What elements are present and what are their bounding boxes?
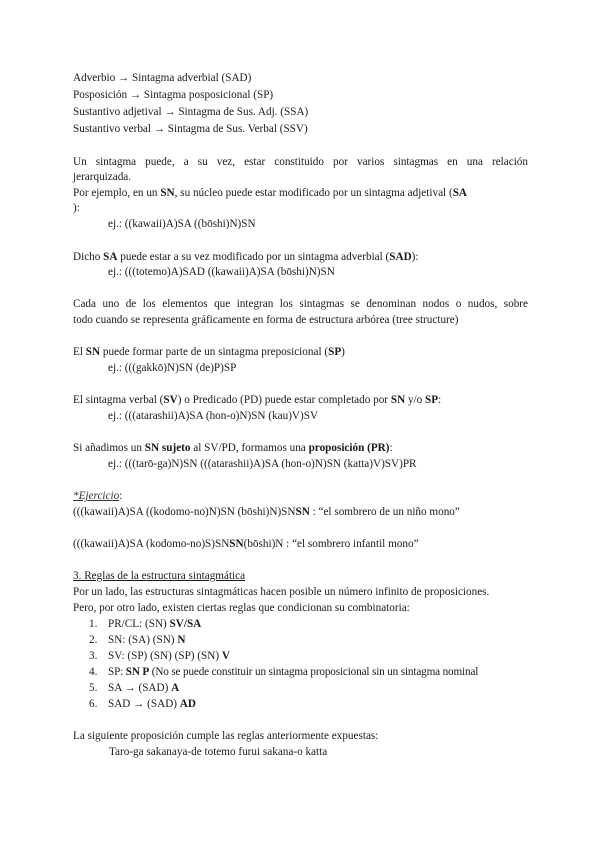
mapping-line-sust-adjetival: Sustantivo adjetival → Sintagma de Sus. Adj. (SSA) (73, 106, 309, 118)
bold-term: SN (390, 394, 406, 406)
bold-term: SP (328, 346, 342, 358)
para5-line (73, 393, 441, 407)
rule-text (108, 681, 179, 695)
text-run: ) (341, 346, 345, 358)
text-run: ): (411, 251, 419, 263)
text-run: Si añadimos un (73, 442, 145, 454)
rule-text (108, 649, 230, 663)
text-run: : (119, 490, 123, 502)
exercise-line1 (73, 505, 460, 519)
bold-term: SN (295, 506, 310, 518)
para5-example: ej.: (((atarashii)A)SA (hon-o)N)SN (kau)V)SV (108, 410, 319, 422)
text-run: Por ejemplo, en un (73, 187, 161, 199)
text-run: (No se puede constituir un sintagma proposicional sin un sintagma nominal (149, 666, 479, 678)
bold-term: SAD (389, 251, 412, 263)
bold-term: SN P (125, 666, 150, 678)
text-run: (((kawaii)A)SA ((kodomo-no)N)SN (bōshi)N)SN (73, 506, 296, 518)
text-run: SN: (SA) (SN) (108, 634, 178, 646)
bold-term: SP (425, 394, 439, 406)
text-run: SV: (SP) (SN) (SP) (SN) (108, 650, 222, 662)
mapping-line-adverbio: Adverbio → Sintagma adverbial (SAD) (73, 72, 252, 84)
bold-term: A (171, 682, 180, 694)
text-run: y/o (405, 394, 426, 406)
closing-example: Taro-ga sakanaya-de totemo furui sakana-o katta (109, 746, 328, 758)
text-run: puede estar a su vez modificado por un sintagma adverbial ( (117, 251, 390, 263)
rule-text (108, 633, 185, 647)
bold-term: N (177, 634, 186, 646)
rule-text (108, 617, 201, 631)
text-run: : (438, 394, 442, 406)
text-run: SAD → (SAD) (108, 698, 180, 710)
section3-heading: 3. Reglas de la estructura sintagmática (73, 570, 246, 582)
rule-text (108, 665, 478, 679)
mapping-line-sust-verbal: Sustantivo verbal → Sintagma de Sus. Verbal (SSV) (73, 123, 308, 135)
rule-number: 6. (89, 698, 98, 710)
para6-line (73, 441, 393, 455)
text-run: El sintagma verbal ( (73, 394, 164, 406)
para1-line1: Un sintagma puede, a su vez, estar constituido por varios sintagmas en una relación (73, 156, 528, 168)
bold-term: SA (103, 251, 118, 263)
bold-term: SN (229, 538, 244, 550)
text-run: : “el sombrero de un niño mono” (309, 506, 460, 518)
bold-term: SV (163, 394, 178, 406)
para6-example: ej.: (((tarō-ga)N)SN (((atarashii)A)SA (hon-o)N)SN (katta)V)SV)PR (108, 458, 417, 470)
bold-term: proposición (PR) (308, 442, 390, 454)
exercise-line2 (73, 537, 419, 551)
bold-term: AD (179, 698, 196, 710)
para1-example: ej.: ((kawaii)A)SA ((bōshi)N)SN (108, 218, 256, 230)
para1-line2: jerarquizada. (73, 171, 132, 183)
rule-number: 4. (89, 666, 98, 678)
text-run: : (389, 442, 393, 454)
section3-line1: Por un lado, las estructuras sintagmáticas hacen posible un número infinito de proposiciones. (73, 586, 490, 598)
rule-number: 3. (89, 650, 98, 662)
rule-text (108, 697, 196, 711)
para1-line4: ): (73, 202, 80, 214)
para4-example: ej.: (((gakkō)N)SN (de)P)SP (108, 362, 237, 374)
para3-line2: todo cuando se representa gráficamente en forma de estructura arbórea (tree structure) (73, 314, 459, 326)
para2-example: ej.: (((totemo)A)SAD ((kawaii)A)SA (bōshi)N)SN (108, 266, 335, 278)
section3-line2: Pero, por otro lado, existen ciertas reglas que condicionan su combinatoria: (73, 602, 410, 614)
para1-line3 (73, 186, 467, 200)
text-run: (((kawaii)A)SA (kodomo-no)S)SN (73, 538, 230, 550)
para4-line (73, 345, 345, 359)
text-run: ) o Predicado (PD) puede estar completado por (177, 394, 391, 406)
text-run: PR/CL: (SN) (108, 618, 170, 630)
text-run: El (73, 346, 86, 358)
bold-term: V (221, 650, 230, 662)
text-run: Dicho (73, 251, 104, 263)
bold-term: SV/SA (169, 618, 202, 630)
para2-line (73, 250, 419, 264)
exercise-heading-text: *Ejercicio (73, 490, 120, 502)
bold-term: SN (160, 187, 175, 199)
rule-number: 5. (89, 682, 98, 694)
text-run: SA → (SAD) (108, 682, 172, 694)
text-run: (bōshi)N : “el sombrero infantil mono” (243, 538, 419, 550)
text-run: , su núcleo puede estar modificado por un sintagma adjetival ( (174, 187, 453, 199)
text-run: SP: (108, 666, 126, 678)
rule-number: 2. (89, 634, 98, 646)
text-run: puede formar parte de un sintagma preposicional ( (100, 346, 329, 358)
exercise-heading (73, 489, 122, 503)
para3-line1: Cada uno de los elementos que integran los sintagmas se denominan nodos o nudos, sobre (73, 298, 528, 310)
rule-number: 1. (89, 618, 98, 630)
text-run: al SV/PD, formamos una (190, 442, 309, 454)
mapping-line-posposicion: Posposición → Sintagma posposicional (SP) (73, 89, 274, 101)
bold-term: SN (85, 346, 101, 358)
bold-term: SN sujeto (144, 442, 191, 454)
closing-line: La siguiente proposición cumple las reglas anteriormente expuestas: (73, 730, 379, 742)
bold-term: SA (452, 187, 467, 199)
